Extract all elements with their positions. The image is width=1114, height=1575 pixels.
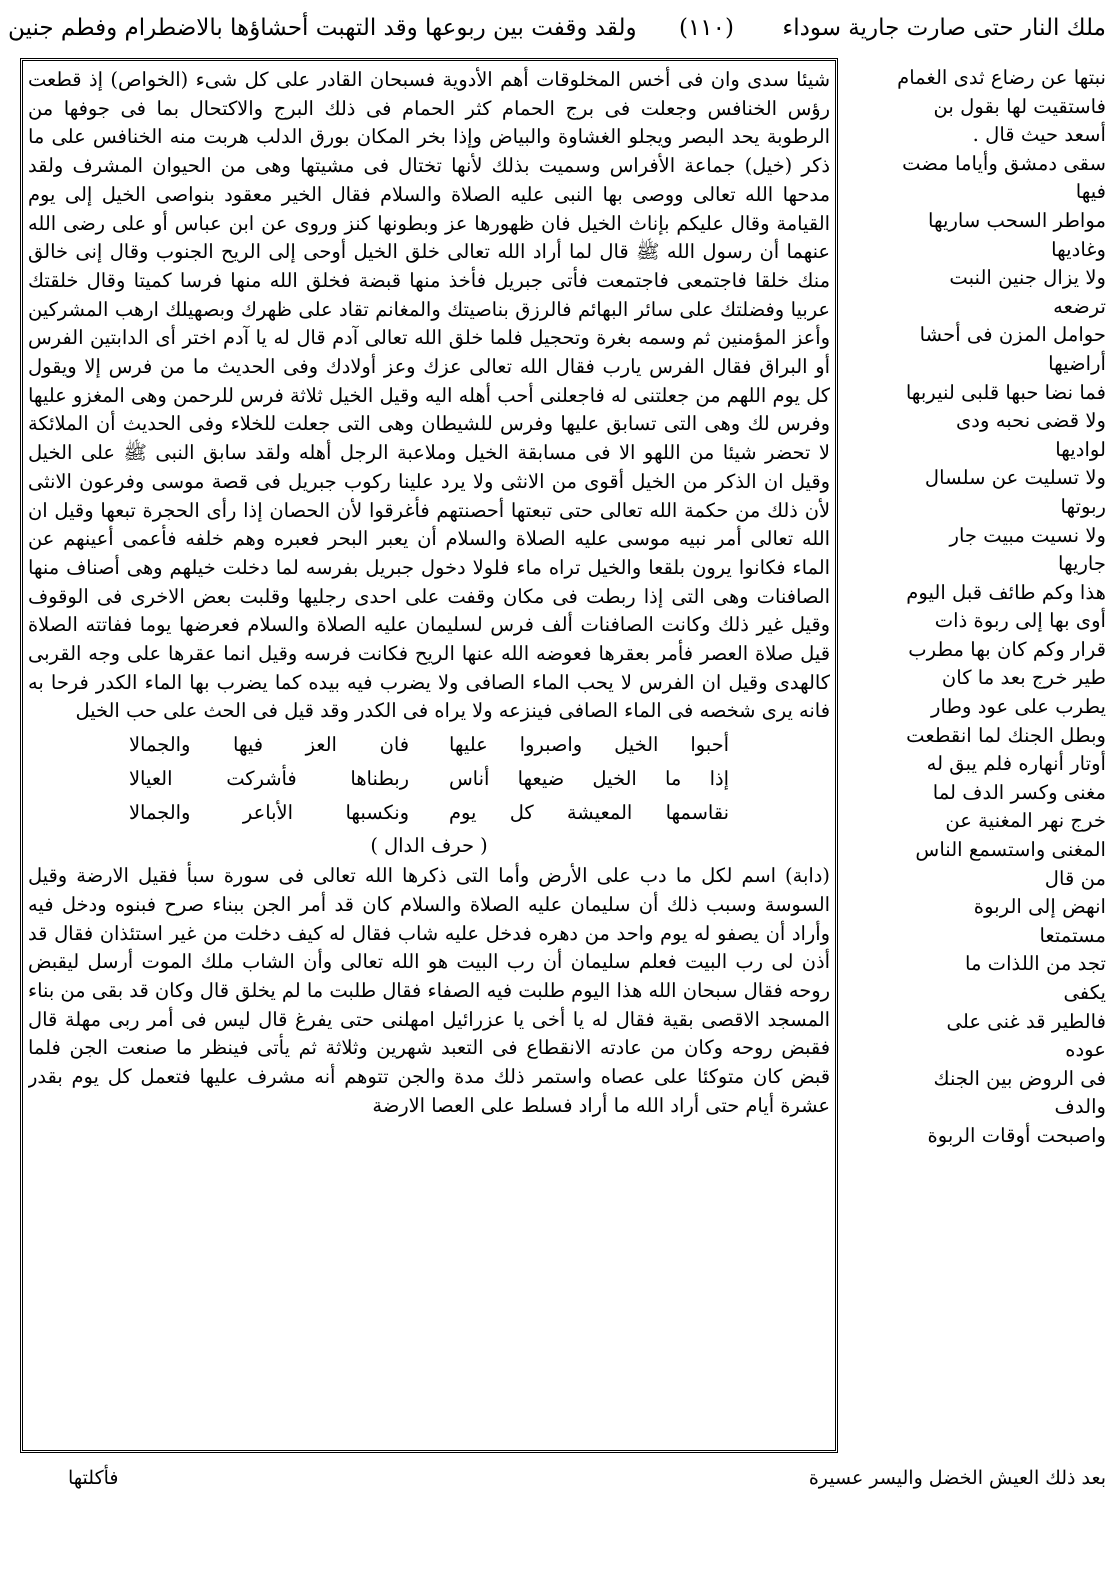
- margin-line: ربوتها: [1060, 494, 1106, 518]
- footer-catchword: فأكلتها: [68, 1467, 119, 1489]
- margin-line: عوده: [1065, 1038, 1106, 1062]
- footer-margin-continuation: بعد ذلك العيش الخضل واليسر عسيرة: [808, 1467, 1106, 1489]
- margin-line: ولا تسليت عن سلسال: [924, 466, 1106, 490]
- margin-line: وبطل الجنك لما انقطعت: [906, 723, 1106, 747]
- poem-hemistich-second: ونكسبها الأباعر والجمالا: [129, 801, 409, 825]
- margin-line: يطرب على عود وطار: [930, 695, 1106, 719]
- poem-hemistich-first: نقاسمها المعيشة كل يوم: [449, 801, 729, 825]
- poem-hemistich-second: فان العز فيها والجمالا: [129, 733, 409, 757]
- margin-line: المغنى واستسمع الناس: [915, 838, 1106, 862]
- margin-line: والدف: [1054, 1095, 1106, 1119]
- margin-line: أراضيها: [1048, 351, 1106, 375]
- main-paragraph: (دابة) اسم لكل ما دب على الأرض وأما التى ذكرها الله تعالى فى سورة سبأ فقيل الارضة وقيل السوسة وسبب ذلك أن سليمان عليه الصلاة والسلام كان قد أمر الجن ببناء صرح فبنوه ودخل فيه وأراد أن يصفو له يوم واحد من دهره فدخل عليه شاب فقال له كيف دخلت من غير استئذان فقال قد أذن لى رب البيت فعلم سليمان أن رب البيت هو الله تعالى وأن الشاب ملك الموت أرسل ليقبض روحه فقال سبحان الله هذا اليوم طلبت فيه الصفاء فقال طلبت ما لم يخلق قال وكان قد بقى من بناء المسجد الاقصى بقية فقال له يا أخى يا عزرائيل امهلنى حتى يفرغ قال ليس فى أمر ربى مهلة قال فقبض روحه وكان من عادته الانقطاع فى التعبد شهرين وثلاثة ثم يأتى فينظر ما صنعت الجن فلما قبض كان متوكئا على عصاه واستمر ذلك مدة والجن تتوهم أنه مشرف عليها فتعمل كل يوم بقدر عشرة أيام حتى أراد الله ما أراد فسلط على العصا الارضة: [28, 864, 830, 1117]
- margin-line: فاستقيت لها بقول بن: [933, 94, 1106, 118]
- main-text-column: [28, 66, 830, 1446]
- margin-line: هذا وكم طائف قبل اليوم: [906, 580, 1106, 604]
- margin-line: جاريها: [1058, 552, 1106, 576]
- margin-line: فما نضا حبها قلبى لنيربها: [905, 380, 1106, 404]
- margin-line: وغاديها: [1051, 237, 1106, 261]
- margin-line: فيها: [1075, 180, 1106, 204]
- margin-line: واصبحت أوقات الربوة: [927, 1123, 1106, 1147]
- margin-line: أسعد حيث قال .: [972, 123, 1106, 147]
- page-number: (١١٠): [678, 15, 734, 41]
- margin-line: نبتها عن رضاع ثدى الغمام: [897, 66, 1106, 89]
- margin-line: يكفى: [1063, 981, 1106, 1004]
- margin-line: خرج نهر المغنية عن: [945, 809, 1106, 833]
- margin-line: أوتار أنهاره فلم يبق له: [926, 752, 1106, 776]
- margin-line: قرار وكم كان بها مطرب: [908, 637, 1106, 661]
- margin-line: ولا يزال جنين النبت: [949, 266, 1106, 290]
- main-paragraph: شيئا سدى وان فى أخس المخلوقات أهم الأدوية فسبحان القادر على كل شىء (الخواص) إذ قطعت رؤس الخنافس وجعلت فى برج الحمام كثر الحمام فى ذلك البرج والاكتحال بما فى جوفها من الرطوبة يحد البصر ويجلو الغشاوة والبياض وإذا بخر المكان بورق الدلب هربت منه الخنافس على ما ذكر (خيل) جماعة الأفراس وسميت بذلك لأنها تختال فى مشيتها وهى من الحيوان المشرف ولقد مدحها الله تعالى ووصى بها النبى عليه الصلاة والسلام فقال الخير معقود بنواصى الخيل إلى يوم القيامة وقال عليكم بإناث الخيل فان ظهورها عز وبطونها كنز وروى عن ابن عباس أو على رضى الله عنهما أن رسول الله ﷺ قال لما أراد الله تعالى خلق الخيل أوحى إلى الريح الجنوب وقال إنى خالق منك خلقا فاجتمعى فاجتمعت فأتى جبريل فأخذ منها قبضة فخلق الله منها فرسا كميتا وقال خلقتك عربيا وفضلتك على سائر البهائم فالرزق بناصيتك والمغانم تقاد على ظهرك وبصهيلك ارهب المشركين وأعز المؤمنين ثم وسمه بغرة وتحجيل فلما خلق الله تعالى آدم قال له يا آدم اختر أى الدابتين الفرس أو البراق فقال الفرس يارب فقال الله تعالى عزك وعز أولادك وفى الحديث ما من فرس إلا ويقول كل يوم اللهم من جعلتنى له فاجعلنى أحب أهله اليه وقيل الخيل ثلاثة فرس للرحمن وهى المغزو عليها وفرس لك وهى التى تسابق عليها وفرس للشيطان وهى التى جعلت للخلاء وفى الحديث أن الملائكة لا تحضر شيئا من اللهو الا فى مسابقة الخيل وملاعبة الرجل أهله ولقد سابق النبى ﷺ على الخيل وقيل ان الذكر من الخيل أقوى من الانثى ولا يرد علينا ركوب جبريل فى قصة موسى وفرعون الانثى لأن ذلك من حكمة الله تعالى حتى تبعتها أحصنتهم فأغرقوا لأن الحصان إذا رأى الحجرة تبعها وقيل ان الله تعالى أمر نبيه موسى عليه الصلاة والسلام أن يعبر البحر فعبره وهم خلفه فأعمى أعينهم عن الماء فكانوا يرون بلقعا والخيل تراه ماء فلولا دخول جبريل بفرسه لما دخلت خيلهم وهى أصناف منها الصافنات وهى التى إذا ربطت فى مكان وقفت على احدى رجليها وقلبت بعض الاخرى فى الوقوف وقيل غير ذلك وكانت الصافنات ألف فرس لسليمان عليه الصلاة والسلام فعرضها يوما ففاتته الصلاة قيل صلاة العصر فأمر بعقرها فعوضه الله عنها الريح فكانت فرسه وقيل انما عقرها على وجه القربى كالهدى وقيل ان الفرس لا يحب الماء الصافى ولا يضرب فيه بيده كما يضرب بها الماء الكدر فرحا به فانه يرى شخصه فى الماء الصافى فينزعه ولا يراه فى الكدر وقد قيل فى الحث على حب الخيل: [28, 68, 830, 723]
- poem-verse: [28, 728, 830, 762]
- page-footer: [8, 1458, 1106, 1498]
- margin-line: سقى دمشق وأياما مضت: [902, 151, 1106, 175]
- margin-line: أوى بها إلى ربوة ذات: [934, 609, 1106, 633]
- margin-line: لواديها: [1055, 437, 1106, 461]
- margin-line: فى الروض بين الجنك: [933, 1066, 1106, 1090]
- header-left-text: ولقد وقفت بين ربوعها وقد التهبت أحشاؤها بالاضطرام وفطم جنين: [8, 15, 637, 41]
- poem-hemistich-second: ربطناها فأشركت العيالا: [129, 767, 409, 791]
- header-right-text: ملك النار حتى صارت جارية سوداء: [782, 15, 1106, 41]
- margin-line: ولا نسيت مبيت جار: [949, 523, 1106, 547]
- margin-line: مواطر السحب ساريها: [927, 208, 1106, 232]
- poem-block: [28, 728, 830, 830]
- margin-line: طير خرج بعد ما كان: [941, 666, 1106, 690]
- margin-line: ترضعه: [1053, 294, 1106, 318]
- poem-verse: [28, 762, 830, 796]
- margin-line: من قال: [1044, 866, 1106, 890]
- page-header: [8, 6, 1106, 50]
- poem-hemistich-first: أحبوا الخيل واصبروا عليها: [449, 733, 729, 757]
- margin-line: انهض إلى الربوة: [973, 895, 1106, 919]
- margin-line: حوامل المزن فى أحشا: [919, 323, 1106, 347]
- margin-line: مغنى وكسر الدف لما: [932, 780, 1106, 804]
- poem-verse: [28, 796, 830, 830]
- poem-hemistich-first: إذا ما الخيل ضيعها أناس: [449, 767, 729, 791]
- section-title: ( حرف الدال ): [370, 834, 488, 858]
- margin-commentary: [848, 64, 1106, 1444]
- margin-line: تجد من اللذات ما: [964, 952, 1106, 976]
- margin-line: مستمتعا: [1039, 923, 1106, 947]
- margin-line: فالطير قد غنى على: [946, 1009, 1106, 1033]
- margin-line: ولا قضى نحبه ودى: [955, 409, 1106, 433]
